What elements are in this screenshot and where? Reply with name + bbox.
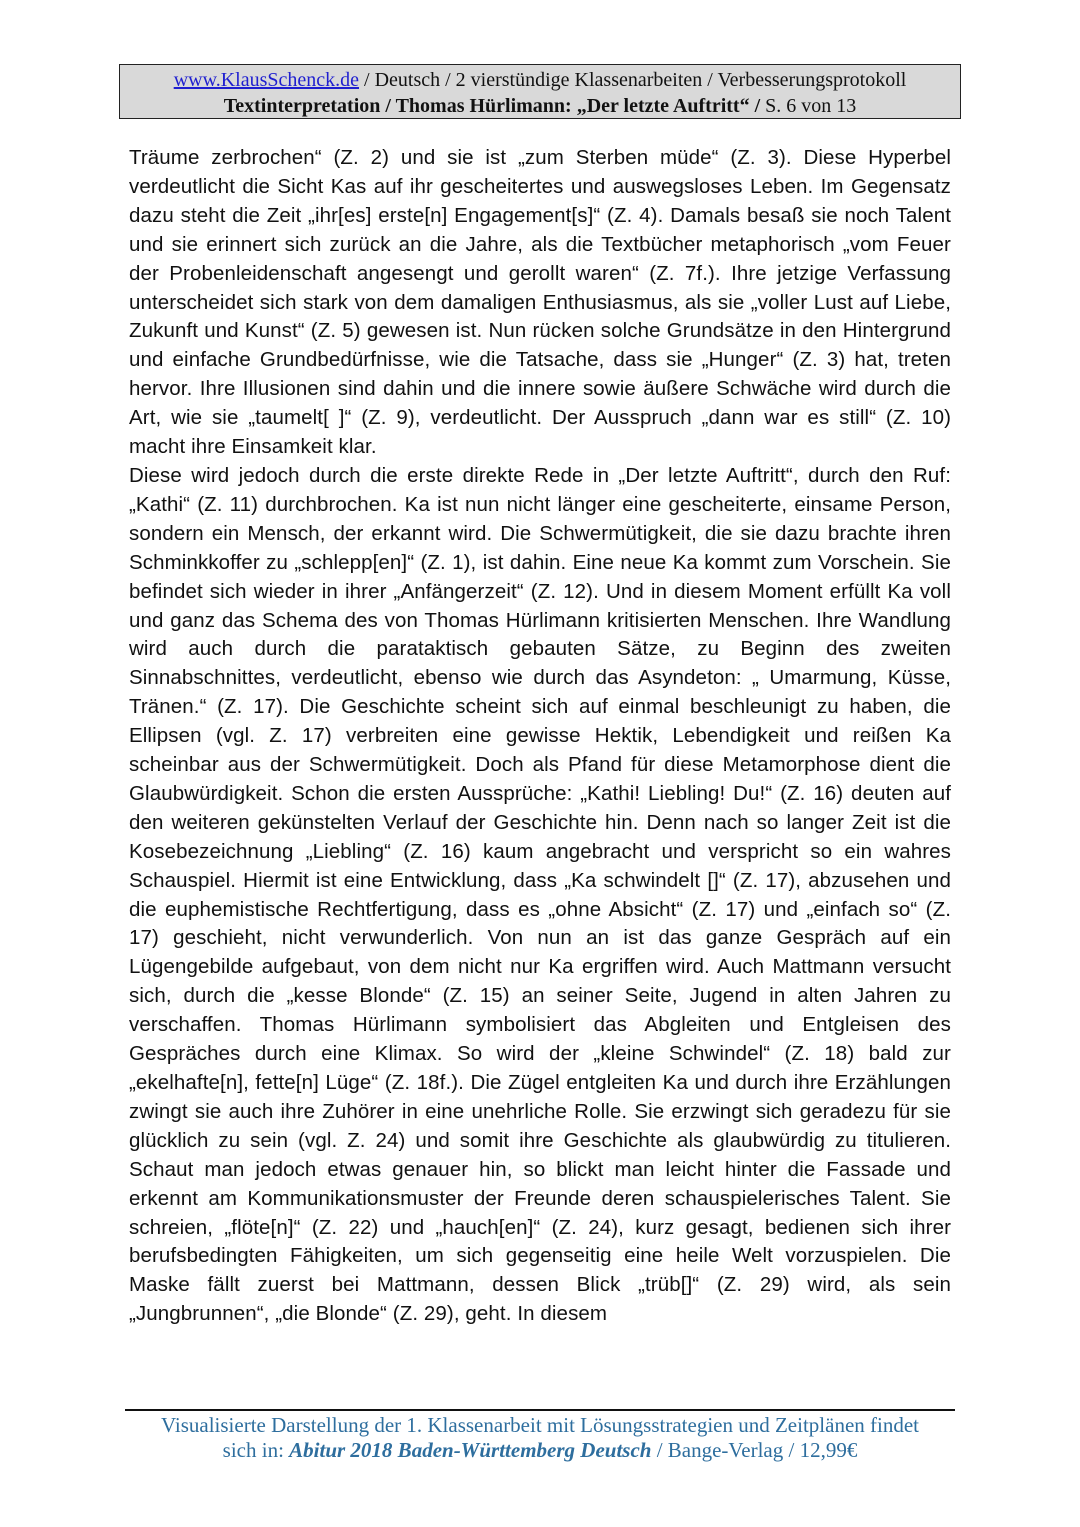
footer-line-2 bbox=[125, 1438, 955, 1463]
footer-book-title: Abitur 2018 Baden-Württemberg Deutsch bbox=[289, 1438, 652, 1462]
page-footer bbox=[125, 1413, 955, 1463]
footer-divider bbox=[125, 1409, 955, 1411]
footer-publisher: / Bange-Verlag / 12,99€ bbox=[651, 1438, 858, 1462]
header-title: Textinterpretation / Thomas Hürlimann: „Der letzte Auftritt“ / bbox=[223, 95, 761, 117]
body-paragraph-1: Träume zerbrochen“ (Z. 2) und sie ist „zum Sterben müde“ (Z. 3). Diese Hyperbel verdeutlicht die Sicht Kas auf ihr gescheitertes und auswegsloses Leben. Im Gegensatz dazu steht die Zeit „ihr[es] erste[n] Engagement[s]“ (Z. 4). Damals besaß sie noch Talent und sie erinnert sich zurück an die Jahre, als die Textbücher metaphorisch „vom Feuer der Probenleidenschaft angesengt und gerollt waren“ (Z. 7f.). Ihre jetzige Verfassung unterscheidet sich stark von dem damaligen Enthusiasmus, als sie „voller Lust auf Liebe, Zukunft und Kunst“ (Z. 5) gewesen ist. Nun rücken solche Grundsätze in den Hintergrund und einfache Grundbedürfnisse, wie die Tatsache, dass sie „Hunger“ (Z. 3) hat, treten hervor. Ihre Illusionen sind dahin und die innere sowie äußere Schwäche wird durch die Art, wie sie „taumelt[ ]“ (Z. 9), verdeutlicht. Der Ausspruch „dann war es still“ (Z. 10) macht ihre Einsamkeit klar. bbox=[129, 146, 951, 459]
footer-line-1: Visualisierte Darstellung der 1. Klassenarbeit mit Lösungsstrategien und Zeitplänen findet bbox=[160, 1413, 920, 1437]
page-header bbox=[119, 64, 961, 119]
header-line-1 bbox=[120, 67, 960, 93]
page-number: S. 6 von 13 bbox=[760, 95, 857, 117]
footer-prefix: sich in: bbox=[222, 1438, 290, 1462]
site-link[interactable]: www.KlausSchenck.de bbox=[173, 69, 360, 91]
body-paragraph-2: Diese wird jedoch durch die erste direkte Rede in „Der letzte Auftritt“, durch den Ruf: „Kathi“ (Z. 11) durchbrochen. Ka ist nun nicht länger eine gescheiterte, einsame Person, sondern ein Mensch, der erkannt wird. Die Schwermütigkeit, die sie dazu brachte ihren Schminkkoffer zu „schlepp[en]“ (Z. 1), ist dahin. Eine neue Ka kommt zum Vorschein. Sie befindet sich wieder in ihrer „Anfängerzeit“ (Z. 12). Und in diesem Moment erfüllt Ka voll und ganz das Schema des von Thomas Hürlimann kritisierten Menschen. Ihre Wandlung wird auch durch die parataktisch gebauten Sätze, zu Beginn des zweiten Sinnabschnittes, verdeutlicht, ebenso wie durch das Asyndeton: „ Umarmung, Küsse, Tränen.“ (Z. 17). Die Geschichte scheint sich auf einmal beschleunigt zu haben, die Ellipsen (vgl. Z. 17) verbreiten eine gewisse Hektik, Lebendigkeit und reißen Ka scheinbar aus der Schwermütigkeit. Doch als Pfand für diese Metamorphose dient die Glaubwürdigkeit. Schon die ersten Aussprüche: „Kathi! Liebling! Du!“ (Z. 16) deuten auf den weiteren gekünstelten Verlauf der Geschichte hin. Denn nach so langer Zeit ist die Kosebezeichnung „Liebling“ (Z. 16) kaum angebracht und verspricht so ein wahres Schauspiel. Hiermit ist eine Entwicklung, dass „Ka schwindelt []“ (Z. 17), abzusehen und die euphemistische Rechtfertigung, dass es „ohne Absicht“ (Z. 17) und „einfach so“ (Z. 17) geschieht, nicht verwunderlich. Von nun an ist das ganze Gespräch auf ein Lügengebilde aufgebaut, von dem nicht nur Ka ergriffen wird. Auch Mattmann versucht sich, durch die „kesse Blonde“ (Z. 15) an seiner Seite, Jugend in alten Jahren zu verschaffen. Thomas Hürlimann symbolisiert das Abgleiten und Entgleisen des Gespräches durch eine Klimax. So wird der „kleine Schwindel“ (Z. 18) bald zur „ekelhafte[n], fette[n] Lüge“ (Z. 18f.). Die Zügel entgleiten Ka und durch ihre Erzählungen zwingt sie auch ihre Zuhörer in eine unehrliche Rolle. Sie erzwingt sich geradezu für sie glücklich zu sein (vgl. Z. 24) und somit ihre Geschichte als glaubwürdig zu titulieren. Schaut man jedoch etwas genauer hin, so blickt man leicht hinter die Fassade und erkennt am Kommunikationsmuster der Freunde deren schauspielerisches Talent. Sie schreien, „flöte[n]“ (Z. 22) und „hauch[en]“ (Z. 24), kurz gesagt, bedienen sich ihrer berufsbedingten Fähigkeiten, um sich gegenseitig eine heile Welt vorzuspielen. Die Maske fällt zuerst bei Mattmann, dessen Blick „trüb[]“ (Z. 29) wird, als sein „Jungbrunnen“, „die Blonde“ (Z. 29), geht. In diesem bbox=[129, 463, 951, 1326]
header-course-info: / Deutsch / 2 vierstündige Klassenarbeiten / Verbesserungsprotokoll bbox=[359, 69, 907, 91]
header-line-2 bbox=[120, 93, 960, 119]
document-body bbox=[129, 144, 951, 1329]
